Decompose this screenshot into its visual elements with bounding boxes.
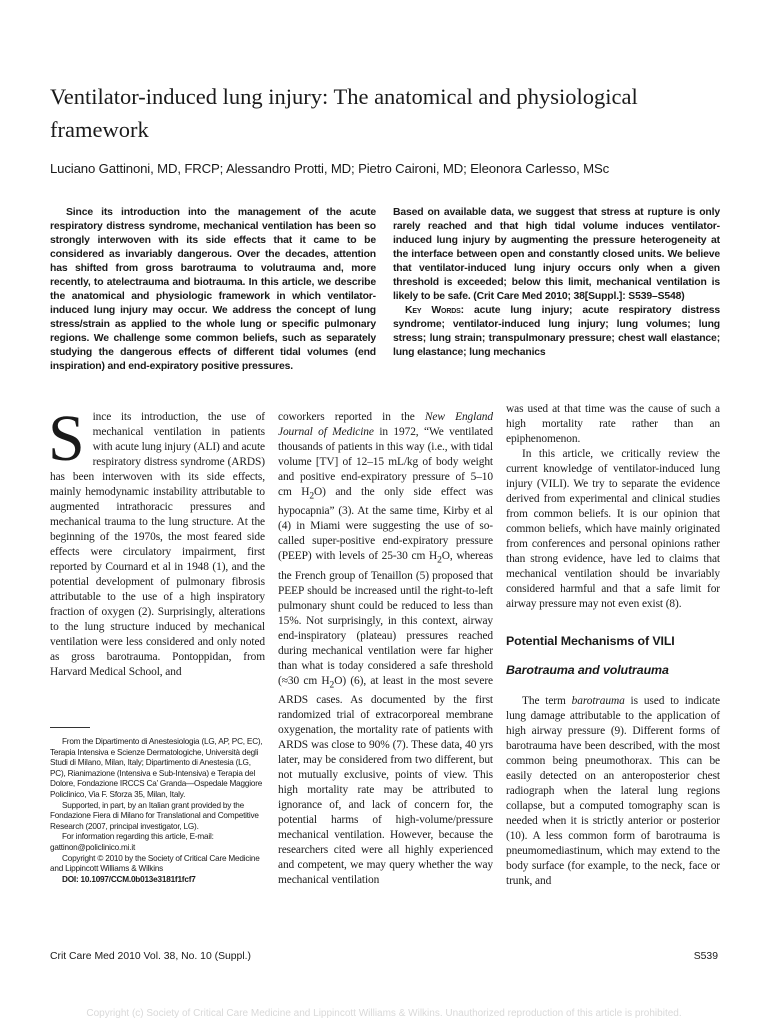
text-run: O) and the only side effect was hypocapnia” (3). At the same time, Kirby et al (4) in Miami were suggesting the use of so-called super-positive end-expiratory pressure (PEEP) with levels of 25-30 cm H — [278, 486, 493, 563]
footnote-divider — [50, 727, 90, 728]
body-column-1 — [48, 402, 265, 680]
affiliation-from: From the Dipartimento di Anestesiologia (LG, AP, PC, EC), Terapia Intensiva e Scienze Dermatologiche, Università degli Studi di Milano, Milan, Italy; Dipartimento di Anestesia (LG, PC), Rianimazione (Intensiva e Sub-Intensiva) e Terapia del Dolore, Fondazione IRCCS Ca’ Granda—Ospedale Maggiore Policlinico, Via F. Sforza 35, Milan, Italy. — [50, 737, 263, 799]
text-run: is used to indicate lung damage attributable to the application of high airway pressure (9). Different forms of barotrauma have been described, with the most common being pneumothorax. This can be easily detected on an anteroposterior chest radiograph when the lateral lung regions collapse, but a computed tomography scan is needed when it is strictly anterior or posterior (10). A less common form of barotrauma is pneumomediastinum, which may extend to the body surface (for example, to the neck, face or trunk, and — [506, 695, 720, 887]
copyright-strip: Copyright (c) Society of Critical Care Medicine and Lippincott Williams & Wilkins. Unauthorized reproduction of this article is prohibited. — [86, 1008, 682, 1019]
body-paragraph: was used at that time was the cause of such a high mortality rate rather than an epiphenomenon. — [506, 403, 720, 445]
term: barotrauma — [571, 695, 625, 707]
article-title: Ventilator-induced lung injury: The anatomical and physiological framework — [50, 84, 638, 142]
subscript: 2 — [329, 679, 335, 690]
author-list: Luciano Gattinoni, MD, FRCP; Alessandro Protti, MD; Pietro Caironi, MD; Eleonora Carlesso, MSc — [50, 161, 610, 176]
subsection-heading: Barotrauma and volutrauma — [506, 663, 669, 677]
keywords-text: acute lung injury; acute respiratory distress syndrome; ventilator-induced lung injury; lung volumes; lung stress; lung strain; transpulmonary pressure; chest wall elastance; lung elastance; lung mechanics — [393, 305, 720, 358]
text-run: O) (6), at least in the most severe ARDS cases. As documented by the first randomized trial of extracorporeal membrane oxygenation, the mortality rate of patients with ARDS was close to 90% (7). These data, 40 yrs later, may be considered from two different, but not mutually exclusive, points of view. This high mortality rate may be attributed to ignorance of, and lack of concern for, the potential harms of high-volume/pressure mechanical ventilation. However, because the researchers cited were all highly experienced and competent, we may query whether the way mechanical ventilation — [278, 674, 493, 886]
text-run: O, whereas the French group of Tenaillon (5) proposed that PEEP should be increased until the right-to-left pulmonary shunt could be reduced to less than 15%. Not surprisingly, in this context, airway end-inspiratory (plateau) pressures reached during mechanical ventilation were far higher than what is today considered a safe threshold (≈30 cm H — [278, 550, 493, 687]
affiliation-copyright: Copyright © 2010 by the Society of Critical Care Medicine and Lippincott Williams & Wilkins — [50, 853, 260, 874]
affiliation-contact: For information regarding this article, E-mail: gattinon@policlinico.mi.it — [50, 832, 214, 852]
abstract-right — [393, 206, 720, 360]
body-column-2 — [278, 410, 493, 888]
body-paragraph — [506, 694, 720, 889]
abstract-left: Since its introduction into the management of the acute respiratory distress syndrome, mechanical ventilation has been so strongly interwoven with its side effects that it came to be considered as invariably dangerous. Over the decades, attention has shifted from gross barotrauma to volutrauma and, more recently, to atelectrauma and biotrauma. In this article, we describe the anatomical and physiologic framework in which ventilator-induced lung injury may occur. We address the concept of lung stress/strain as applied to the whole lung or specific pulmonary regions. We challenge some common beliefs, such as separately studying the dangerous effects of different tidal volumes (end inspiration) and end-expiratory positive pressures. — [50, 207, 376, 372]
intro-paragraph: ince its introduction, the use of mechanical ventilation in patients with acute lung injury (ALI) and acute respiratory distress syndrome (ARDS) has been interwoven with its side effects, mainly hemodynamic instability attributable to augmented intrathoracic pressures and mechanical trauma to the lung structure. At the beginning of the 1970s, the most feared side effects were circulatory impairment, first reported by Cournard et al in 1948 (1), and the potential development of pulmonary fibrosis attributable to the use of a high inspiratory fraction of oxygen (2). Surprisingly, alterations to the lung structure induced by mechanical ventilation were less considered and only noted as gross barotrauma. Pontoppidan, from Harvard Medical School, and — [50, 411, 265, 678]
subscript: 2 — [437, 555, 442, 566]
body-column-3 — [506, 402, 720, 889]
affiliations — [50, 737, 265, 885]
body-paragraph: In this article, we critically review the current knowledge of ventilator-induced lung injury (VILI). We try to separate the evidence derived from experimental and clinical studies from common beliefs. It is our opinion that common beliefs, which have mainly originated from conferences and personal opinions rather than strong evidence, have led to claims that mechanical ventilation should be invariably considered harmful and that a safe limit for airway pressure may not even exist (8). — [506, 448, 720, 610]
keywords — [393, 304, 720, 360]
footer-page-number: S539 — [693, 951, 718, 962]
keywords-label: Key Words: — [405, 305, 464, 316]
text-run: coworkers reported in the — [278, 411, 425, 423]
body-paragraph — [278, 410, 493, 888]
journal-name: New England Journal of Medicine — [278, 411, 493, 438]
text-run: in 1972, “We ventilated thousands of patients in this way (i.e., with tidal volume [TV] of 12–15 mL/kg of body weight and positive end-expiratory pressure of 5–10 cm H — [278, 426, 494, 498]
text-run: The term — [522, 695, 572, 707]
abstract-right-text: Based on available data, we suggest that stress at rupture is only rarely reached and that high tidal volume induces ventilator-induced lung injury by augmenting the pressure heterogeneity at the interface between open and constantly closed units. We believe that ventilator-induced lung injury occurs only when a given threshold is exceeded; below this limit, mechanical ventilation is likely to be safe. (Crit Care Med 2010; 38[Suppl.]: S539–S548) — [393, 207, 720, 302]
doi: DOI: 10.1097/CCM.0b013e3181f1fcf7 — [62, 874, 196, 884]
subscript: 2 — [309, 491, 315, 502]
drop-cap: S — [48, 402, 85, 475]
affiliation-support: Supported, in part, by an Italian grant provided by the Fondazione Fiera di Milano for Translational and Competitive Research (2007, principal investigator, LG). — [50, 800, 259, 831]
footer-journal: Crit Care Med 2010 Vol. 38, No. 10 (Suppl.) — [50, 951, 251, 962]
section-heading: Potential Mechanisms of VILI — [506, 634, 675, 648]
